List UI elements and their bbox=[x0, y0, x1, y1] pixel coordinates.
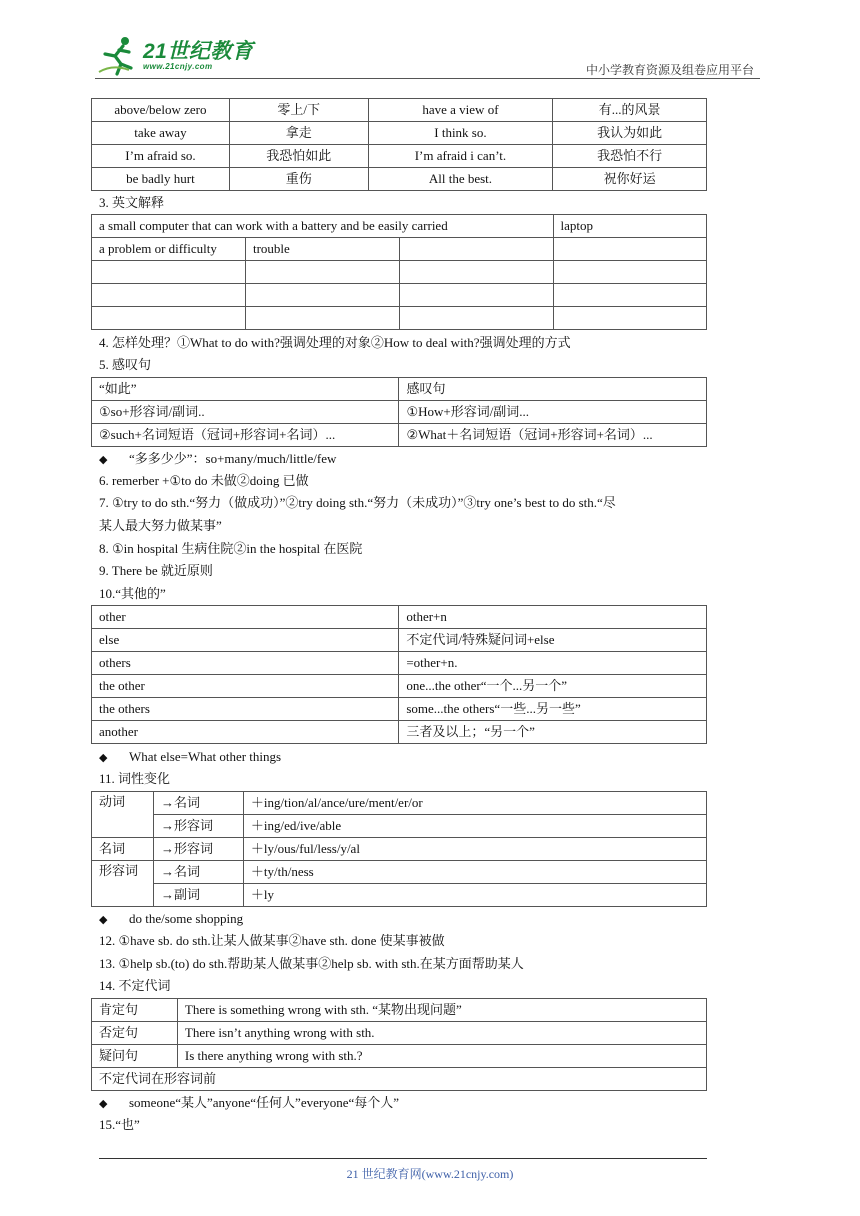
bullet-note: ◆ What else=What other things bbox=[99, 748, 281, 767]
table-row bbox=[92, 1022, 707, 1045]
table-row bbox=[92, 838, 707, 861]
definitions-table bbox=[91, 214, 707, 330]
table-cell: 不定代词/特殊疑问词+else bbox=[399, 629, 707, 652]
table-cell: 动词 bbox=[92, 792, 154, 838]
table-cell bbox=[399, 307, 553, 330]
table-cell: 感叹句 bbox=[399, 378, 707, 401]
table-cell: 我认为如此 bbox=[553, 122, 707, 145]
table-cell: 我恐怕不行 bbox=[553, 145, 707, 168]
brand-url: www.21cnjy.com bbox=[143, 61, 213, 71]
header-rule bbox=[95, 78, 760, 79]
table-row bbox=[92, 675, 707, 698]
table-cell: take away bbox=[92, 122, 230, 145]
table-row bbox=[92, 215, 707, 238]
table-row bbox=[92, 606, 707, 629]
table-cell: another bbox=[92, 721, 399, 744]
diamond-bullet-icon: ◆ bbox=[99, 454, 108, 466]
table-cell: I think so. bbox=[368, 122, 553, 145]
other-table bbox=[91, 605, 707, 744]
table-cell: ②such+名词短语（冠词+形容词+名词）... bbox=[92, 424, 399, 447]
table-cell bbox=[399, 284, 553, 307]
table-row bbox=[92, 999, 707, 1022]
table-row bbox=[92, 815, 707, 838]
table-cell: I’m afraid so. bbox=[92, 145, 230, 168]
table-cell: ①so+形容词/副词.. bbox=[92, 401, 399, 424]
table-cell: 不定代词在形容词前 bbox=[92, 1068, 707, 1091]
text-line: 12. ①have sb. do sth.让某人做某事②have sth. done 使某事被做 bbox=[99, 933, 445, 948]
table-row bbox=[92, 378, 707, 401]
table-row bbox=[92, 1045, 707, 1068]
text-line: 8. ①in hospital 生病住院②in the hospital 在医院 bbox=[99, 541, 363, 556]
table-cell: be badly hurt bbox=[92, 168, 230, 191]
table-row bbox=[92, 168, 707, 191]
table-cell: ＋ly bbox=[243, 884, 706, 907]
text-line: 9. There be 就近原则 bbox=[99, 563, 213, 578]
table-cell: laptop bbox=[553, 215, 707, 238]
table-cell: ＋ly/ous/ful/less/y/al bbox=[243, 838, 706, 861]
table-cell: 祝你好运 bbox=[553, 168, 707, 191]
page-footer: 21 世纪教育网(www.21cnjy.com) bbox=[346, 1167, 514, 1181]
table-cell: 形容词 bbox=[92, 861, 154, 907]
table-cell: 有...的风景 bbox=[553, 99, 707, 122]
table-row bbox=[92, 721, 707, 744]
table-cell: a small computer that can work with a battery and be easily carried bbox=[92, 215, 554, 238]
table-cell: =other+n. bbox=[399, 652, 707, 675]
table-cell: “如此” bbox=[92, 378, 399, 401]
table-cell: the others bbox=[92, 698, 399, 721]
table-row bbox=[92, 1068, 707, 1091]
table-cell: →副词 bbox=[153, 884, 243, 907]
phrases-table bbox=[91, 98, 707, 191]
table-cell bbox=[92, 284, 246, 307]
table-cell bbox=[553, 261, 707, 284]
table-cell: 零上/下 bbox=[229, 99, 368, 122]
bullet-note: ◆ do the/some shopping bbox=[99, 910, 243, 929]
table-row bbox=[92, 307, 707, 330]
table-row bbox=[92, 424, 707, 447]
table-cell bbox=[399, 261, 553, 284]
diamond-bullet-icon: ◆ bbox=[99, 1098, 108, 1110]
table-cell: 疑问句 bbox=[92, 1045, 178, 1068]
table-row bbox=[92, 629, 707, 652]
text-line: 13. ①help sb.(to) do sth.帮助某人做某事②help sb. with sth.在某方面帮助某人 bbox=[99, 956, 524, 971]
table-row bbox=[92, 99, 707, 122]
page-header bbox=[95, 34, 760, 80]
table-cell: →名词 bbox=[153, 861, 243, 884]
table-cell: above/below zero bbox=[92, 99, 230, 122]
exclamation-table bbox=[91, 377, 707, 447]
footer-rule bbox=[99, 1158, 707, 1159]
diamond-bullet-icon: ◆ bbox=[99, 752, 108, 764]
table-row bbox=[92, 122, 707, 145]
table-row bbox=[92, 401, 707, 424]
table-cell: one...the other“一个...另一个” bbox=[399, 675, 707, 698]
table-row bbox=[92, 861, 707, 884]
table-cell bbox=[245, 284, 399, 307]
table-cell: other+n bbox=[399, 606, 707, 629]
table-row bbox=[92, 698, 707, 721]
table-cell: ＋ty/th/ness bbox=[243, 861, 706, 884]
table-cell: have a view of bbox=[368, 99, 553, 122]
runner-logo-icon bbox=[95, 34, 143, 78]
table-cell: →名词 bbox=[153, 792, 243, 815]
bullet-note: ◆ “多多少少”：so+many/much/little/few bbox=[99, 450, 336, 469]
table-cell: 肯定句 bbox=[92, 999, 178, 1022]
table-cell: 否定句 bbox=[92, 1022, 178, 1045]
table-row bbox=[92, 261, 707, 284]
pronoun-table bbox=[91, 998, 707, 1091]
table-cell: other bbox=[92, 606, 399, 629]
section-heading: 5. 感叹句 bbox=[99, 357, 152, 372]
table-cell: ②What＋名词短语（冠词+形容词+名词）... bbox=[399, 424, 707, 447]
table-cell: a problem or difficulty bbox=[92, 238, 246, 261]
platform-name: 中小学教育资源及组卷应用平台 bbox=[585, 63, 754, 77]
section-heading: 3. 英文解释 bbox=[99, 195, 165, 210]
table-cell: trouble bbox=[245, 238, 399, 261]
table-cell bbox=[553, 307, 707, 330]
table-cell bbox=[245, 307, 399, 330]
table-cell bbox=[92, 261, 246, 284]
table-cell bbox=[399, 238, 553, 261]
table-cell: →形容词 bbox=[153, 838, 243, 861]
table-row bbox=[92, 884, 707, 907]
table-cell bbox=[92, 307, 246, 330]
table-cell: ＋ing/tion/al/ance/ure/ment/er/or bbox=[243, 792, 706, 815]
table-cell: ①How+形容词/副词... bbox=[399, 401, 707, 424]
table-row bbox=[92, 238, 707, 261]
text-line: 4. 怎样处理？①What to do with?强调处理的对象②How to deal with?强调处理的方式 bbox=[99, 335, 571, 350]
table-cell bbox=[553, 284, 707, 307]
table-row bbox=[92, 792, 707, 815]
text-line: 某人最大努力做某事” bbox=[99, 518, 222, 533]
section-heading: 15.“也” bbox=[99, 1117, 140, 1132]
bullet-note: ◆ someone“某人”anyone“任何人”everyone“每个人” bbox=[99, 1094, 399, 1113]
table-row bbox=[92, 652, 707, 675]
diamond-bullet-icon: ◆ bbox=[99, 914, 108, 926]
table-cell: 我恐怕如此 bbox=[229, 145, 368, 168]
text-line: 6. remerber +①to do 未做②doing 已做 bbox=[99, 473, 309, 488]
text-line: 7. ①try to do sth.“努力（做成功）”②try doing sth.“努力（未成功）”③try one’s best to do sth.“尽 bbox=[99, 495, 616, 510]
table-cell bbox=[245, 261, 399, 284]
table-cell: 三者及以上；“另一个” bbox=[399, 721, 707, 744]
table-cell: There isn’t anything wrong with sth. bbox=[177, 1022, 706, 1045]
section-heading: 11. 词性变化 bbox=[99, 771, 171, 786]
table-cell: All the best. bbox=[368, 168, 553, 191]
table-cell: I’m afraid i can’t. bbox=[368, 145, 553, 168]
table-cell: 重伤 bbox=[229, 168, 368, 191]
table-cell: 名词 bbox=[92, 838, 154, 861]
table-cell bbox=[553, 238, 707, 261]
table-cell: →形容词 bbox=[153, 815, 243, 838]
section-heading: 14. 不定代词 bbox=[99, 978, 171, 993]
table-cell: 拿走 bbox=[229, 122, 368, 145]
section-heading: 10.“其他的” bbox=[99, 586, 166, 601]
brand-name: 21世纪教育 bbox=[143, 39, 254, 63]
table-cell: ＋ing/ed/ive/able bbox=[243, 815, 706, 838]
table-cell: the other bbox=[92, 675, 399, 698]
table-cell: some...the others“一些...另一些” bbox=[399, 698, 707, 721]
table-cell: Is there anything wrong with sth.? bbox=[177, 1045, 706, 1068]
table-row bbox=[92, 284, 707, 307]
table-cell: others bbox=[92, 652, 399, 675]
table-cell: else bbox=[92, 629, 399, 652]
table-cell: There is something wrong with sth. “某物出现问题” bbox=[177, 999, 706, 1022]
word-form-table bbox=[91, 791, 707, 907]
table-row bbox=[92, 145, 707, 168]
brand-logo bbox=[95, 34, 253, 78]
